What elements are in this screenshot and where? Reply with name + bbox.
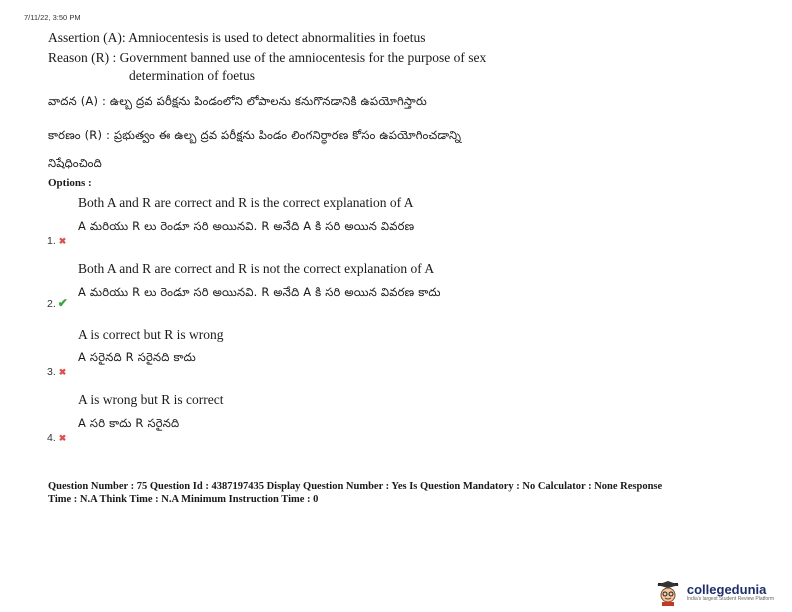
logo-tagline: India's largest Student Review Platform [686, 596, 774, 602]
option-1-number: 1. [47, 235, 56, 247]
reason-telugu-line2: నిషేధించింది [48, 156, 102, 170]
logo-name: collegedunia [686, 582, 767, 597]
question-metadata-line1: Question Number : 75 Question Id : 4387197435 Display Question Number : Yes Is Question Mandatory : No Calculator : None Response [48, 481, 663, 492]
reason-telugu-line1: కారణం (R) : ప్రభుత్వం ఈ ఉల్బ ద్రవ పరీక్షను పిండం లింగనిర్ధారణ కోసం ఉపయోగించడాన్ని [48, 128, 462, 142]
option-2-telugu: A మరియు R లు రెండూ సరి అయినవి. R అనేది A కి సరి అయిన వివరణ కాదు [78, 285, 441, 299]
wrong-mark-icon: ✖ [58, 236, 67, 246]
wrong-mark-icon: ✖ [58, 433, 67, 443]
options-label: Options : [48, 177, 92, 189]
option-2-number: 2. [47, 298, 56, 310]
option-3-number: 3. [47, 366, 56, 378]
option-1-english: Both A and R are correct and R is the correct explanation of A [78, 195, 414, 210]
timestamp: 7/11/22, 3:50 PM [24, 13, 81, 22]
option-4-english: A is wrong but R is correct [78, 392, 224, 407]
correct-check-icon: ✔ [57, 296, 68, 310]
option-3-english: A is correct but R is wrong [78, 327, 224, 342]
option-2-english: Both A and R are correct and R is not the correct explanation of A [78, 261, 435, 276]
collegedunia-logo [655, 580, 774, 606]
option-4-telugu: A సరి కాదు R సరైనది [78, 416, 180, 430]
reason-english-line2: determination of foetus [129, 68, 255, 83]
reason-english-line1: Reason (R) : Government banned use of the amniocentesis for the purpose of sex [48, 50, 487, 65]
assertion-english: Assertion (A): Amniocentesis is used to detect abnormalities in foetus [48, 30, 426, 45]
assertion-telugu: వాదన (A) : ఉల్బ ద్రవ పరీక్షను పిండంలోని లోపాలను కనుగొనడానికి ఉపయోగిస్తారు [48, 94, 427, 108]
option-1-telugu: A మరియు R లు రెండూ సరి అయినవి. R అనేది A కి సరి అయిన వివరణ [78, 219, 415, 233]
option-4-number: 4. [47, 432, 56, 444]
wrong-mark-icon: ✖ [58, 367, 67, 377]
option-3-telugu: A సరైనది R సరైనది కాదు [78, 350, 196, 364]
question-metadata-line2: Time : N.A Think Time : N.A Minimum Instruction Time : 0 [48, 494, 319, 505]
student-avatar-icon [655, 580, 681, 606]
